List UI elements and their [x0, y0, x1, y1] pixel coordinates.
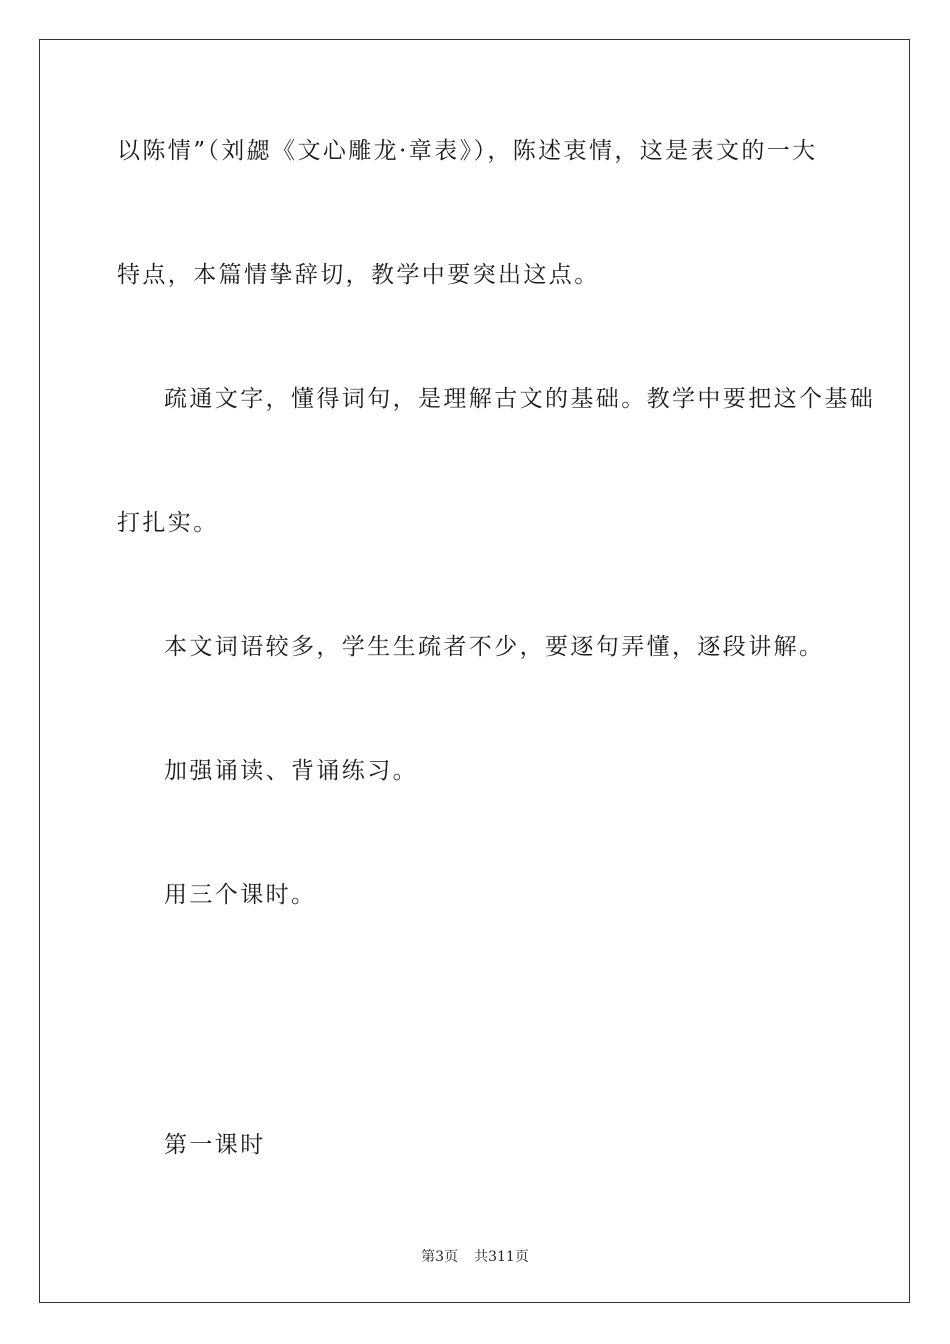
section-heading: 第一课时	[164, 1132, 266, 1158]
paragraph-line-2: 特点，本篇情挚辞切，教学中要突出这点。	[117, 262, 600, 288]
paragraph-line-7: 用三个课时。	[164, 882, 317, 908]
total-pages: 共311页	[474, 1249, 529, 1265]
paragraph-line-5: 本文词语较多，学生生疏者不少，要逐句弄懂，逐段讲解。	[164, 634, 825, 660]
paragraph-line-4: 打扎实。	[117, 510, 219, 536]
page-footer	[0, 1248, 950, 1266]
paragraph-line-3: 疏通文字，懂得词句，是理解古文的基础。教学中要把这个基础	[164, 386, 876, 412]
page-number: 第3页	[421, 1249, 459, 1265]
paragraph-line-1: 以陈情”（刘勰《文心雕龙·章表》），陈述衷情，这是表文的一大	[117, 138, 818, 164]
page-border	[39, 39, 910, 1303]
paragraph-line-6: 加强诵读、背诵练习。	[164, 758, 418, 784]
